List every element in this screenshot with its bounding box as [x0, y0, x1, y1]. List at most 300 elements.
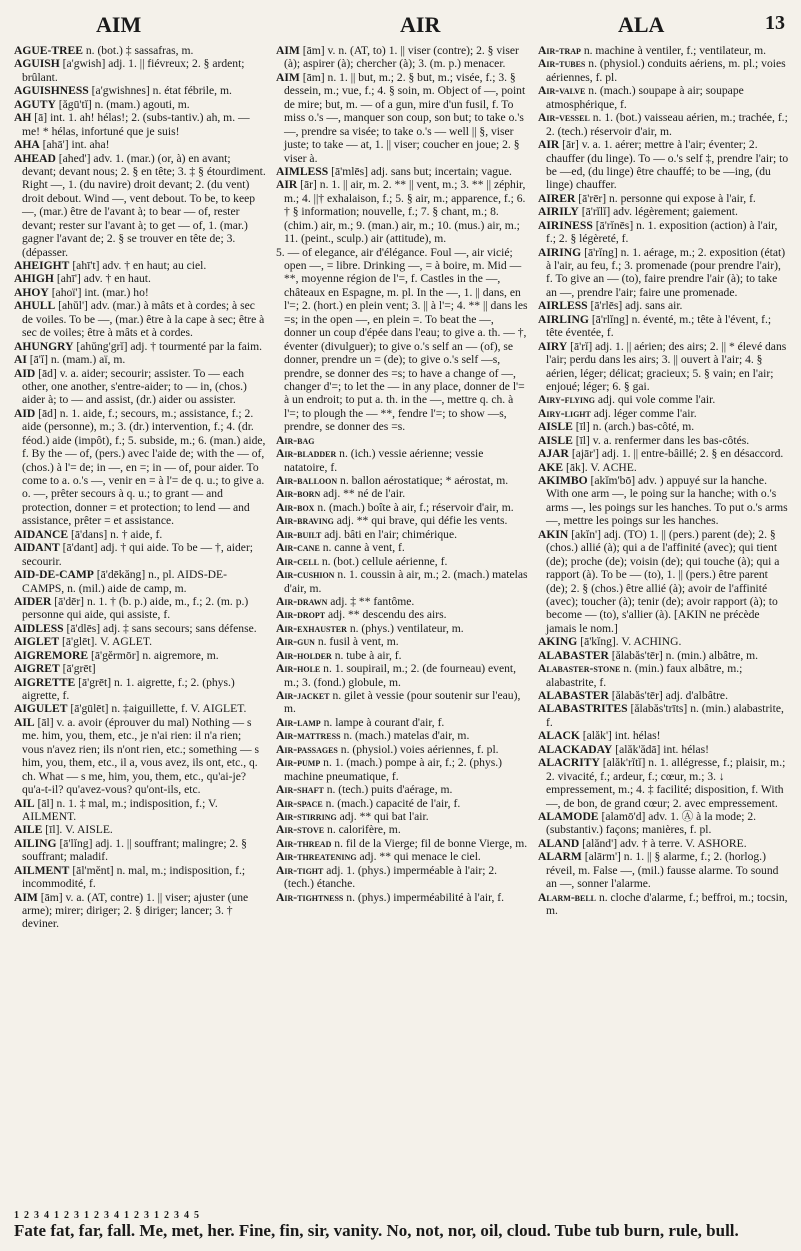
entry-definition: [ā'grēt] n. 1. aigrette, f.; 2. (phys.) aigrette, f. [22, 675, 235, 702]
dictionary-entry [276, 756, 528, 783]
entry-definition: [ā'dēr] n. 1. † (b. p.) aide, m., f.; 2. (m. p.) personne qui aide, qui assiste, f. [22, 594, 249, 622]
entry-headword: AIM [276, 44, 300, 57]
dictionary-entry [276, 850, 528, 863]
dictionary-entry [14, 98, 266, 111]
entry-headword: AIM [14, 890, 38, 904]
entry-headword: AIGLET [14, 635, 60, 649]
entry-headword: AIRING [538, 245, 582, 259]
entry-headword: AKIN [538, 527, 569, 541]
entry-headword: ALACKADAY [538, 742, 613, 756]
dictionary-entry [276, 528, 528, 541]
dictionary-entry [14, 286, 266, 299]
dictionary-entry [14, 891, 266, 931]
dictionary-entry [538, 57, 790, 84]
entry-definition: [alăk'ădā] int. hélas! [615, 742, 710, 756]
entry-headword: ALAND [538, 836, 580, 850]
entry-headword: ALACRITY [538, 756, 600, 770]
dictionary-entry [14, 635, 266, 648]
entry-definition: [ā'rĭng] n. 1. aérage, m.; 2. exposition (état) à l'air, au feu, f.; 3. promenade (pour prendre l'air), f. To give an — (to), faire prendre l'air (à); to take an —, prendre l'air; faire une promenade. [546, 245, 786, 299]
entry-headword: Airy-light [538, 406, 591, 420]
entry-definition: [ălabăs'trīts] n. (min.) alabastrite, f. [546, 702, 784, 729]
dictionary-entry [276, 783, 528, 796]
entry-definition: [ā'dēkăng] n., pl. AIDS-DE-CAMPS, n. (mil.) aide de camp, m. [22, 568, 227, 595]
dictionary-entry [14, 864, 266, 891]
entry-headword: AIRINESS [538, 218, 593, 232]
dictionary-entry [276, 608, 528, 621]
entry-headword: Air-thread [276, 836, 332, 850]
entry-definition: adj. ** descendu des airs. [328, 608, 447, 622]
entry-definition: [ā'gūlēt] n. ‡aiguillette, f. V. AIGLET. [70, 702, 247, 716]
dictionary-entry [538, 474, 790, 528]
entry-headword: AID-DE-CAMP [14, 568, 94, 582]
entry-headword: Air-tubes [538, 57, 586, 71]
entry-definition: n. fil de la Vierge; fil de bonne Vierge, m. [334, 836, 528, 850]
entry-headword: AH [14, 111, 32, 125]
entry-definition: n. tube à air, f. [334, 648, 402, 662]
dictionary-entry [14, 676, 266, 703]
entry-definition: adj. ** qui brave, qui défie les vents. [336, 514, 508, 528]
entry-headword: Air-tightness [276, 890, 344, 904]
entry-headword: AGUTY [14, 97, 56, 111]
entry-definition: [akĭn'] adj. (TO) 1. || (pers.) parent (de); 2. § (chos.) allié (à); qui a de l'affinité (avec); qui tient (de); proche (de); voisin (de); qui touche (à); qui a rapport (à). To be — (to), 1. || (pers.) être parent (de); 2. § (chos.) être allié (à); avoir de l'affinité (avec); toucher (à); tenir (de); avoir rapport (à); to become — (to), s'allier (à). [AKIN ne précède jamais le nom.] [546, 527, 780, 635]
entry-headword: Air-pump [276, 756, 321, 770]
dictionary-entry [14, 367, 266, 407]
dictionary-entry [276, 447, 528, 474]
entry-headword: AILING [14, 836, 57, 850]
dictionary-entry [276, 837, 528, 850]
entry-headword: AID [14, 406, 36, 420]
dictionary-entry [276, 44, 528, 71]
entry-definition: [īl] n. (arch.) bas-côté, m. [575, 420, 695, 434]
dictionary-entry [538, 850, 790, 890]
dictionary-entry [14, 622, 266, 635]
entry-definition: n. (physiol.) voies aériennes, f. pl. [340, 742, 499, 756]
dictionary-entry [14, 541, 266, 568]
dictionary-entry [14, 57, 266, 84]
entry-definition: [ăgū'tĭ] n. (mam.) agouti, m. [58, 97, 190, 111]
entry-definition: adj. bâti en l'air; chimérique. [324, 527, 457, 541]
pronunciation-key [14, 1210, 791, 1246]
entry-definition: [ā'glēt]. V. AGLET. [62, 635, 153, 649]
entry-headword: Air-stove [276, 823, 325, 837]
entry-definition: n. gilet à vessie (pour soutenir sur l'eau), m. [284, 689, 521, 716]
entry-headword: AGUE-TREE [14, 44, 83, 57]
entry-headword: Air-lamp [276, 715, 321, 729]
dictionary-entry [538, 528, 790, 636]
entry-headword: Airy-flying [538, 393, 595, 407]
dictionary-entry [14, 111, 266, 138]
dictionary-entry [276, 501, 528, 514]
dictionary-entry [14, 353, 266, 366]
dictionary-entry [276, 729, 528, 742]
entry-headword: AISLE [538, 433, 573, 447]
entry-definition: [ā'rlēs] adj. sans air. [590, 299, 683, 313]
entry-headword: Air-threatening [276, 850, 357, 864]
dictionary-entry [14, 837, 266, 864]
dictionary-entry [276, 71, 528, 165]
entry-definition: n. 1. (bot.) vaisseau aérien, m.; trachée, f.; 2. (tech.) réservoir d'air, m. [546, 111, 788, 138]
entry-definition: n. (bot.) cellule aérienne, f. [321, 554, 448, 568]
dictionary-entry [276, 716, 528, 729]
entry-definition: n. (mach.) soupape à air; soupape atmosphérique, f. [546, 84, 744, 111]
dictionary-entry [538, 649, 790, 662]
entry-headword: AIR [276, 178, 298, 192]
dictionary-entry [538, 340, 790, 394]
entry-headword: AILMENT [14, 863, 70, 877]
entry-headword: AHOY [14, 285, 49, 299]
entry-headword: Air-bladder [276, 447, 337, 461]
entry-headword: Air-space [276, 796, 323, 810]
entry-definition: n. (tech.) puits d'aérage, m. [326, 783, 453, 797]
dictionary-entry [538, 246, 790, 300]
entry-headword: AGUISHNESS [14, 84, 89, 98]
entry-headword: AISLE [538, 420, 573, 434]
entry-definition: n. lampe à courant d'air, f. [323, 715, 445, 729]
dictionary-entry [538, 689, 790, 702]
entry-definition: n. (min.) faux albâtre, m.; alabastrite, f. [546, 662, 743, 689]
entry-headword: Air-cushion [276, 568, 335, 582]
entry-definition: [ā'rlĭng] n. éventé, m.; tête à l'évent, f.; tête éventée, f. [546, 312, 772, 340]
entry-definition: n. machine à ventiler, f.; ventilateur, m. [583, 44, 767, 57]
dictionary-entry [14, 259, 266, 272]
entry-headword: AHIGH [14, 272, 54, 286]
dictionary-entry [538, 837, 790, 850]
entry-headword: Air-born [276, 487, 321, 501]
entry-headword: Air-dropt [276, 608, 326, 622]
entry-headword: AIGRETTE [14, 675, 76, 689]
entry-headword: Air-mattress [276, 729, 341, 743]
entry-headword: Air-valve [538, 84, 586, 98]
entry-definition: [ā'rĭlĭ] adv. légèrement; gaiement. [581, 205, 738, 219]
dictionary-entry [276, 178, 528, 245]
dictionary-entry [276, 823, 528, 836]
entry-headword: AHULL [14, 299, 56, 313]
dictionary-entry [14, 272, 266, 285]
entry-headword: AIL [14, 796, 35, 810]
dictionary-entry [538, 111, 790, 138]
dictionary-entry [538, 44, 790, 57]
dictionary-entry [276, 864, 528, 891]
entry-headword: AHEIGHT [14, 259, 70, 272]
entry-definition: [ā] int. 1. ah! hélas!; 2. (subs-tantiv.) ah, m. — me! * hélas, infortuné que je suis! [22, 111, 250, 138]
entry-headword: Air-drawn [276, 594, 328, 608]
entry-definition: [ār] v. a. 1. aérer; mettre à l'air; éventer; 2. chauffer (du linge). To — o.'s self ‡, prendre l'air; to be —ed, (du linge) être chauffé; to be —ing, (du linge) chauffer. [546, 138, 789, 192]
page-number: 13 [765, 12, 785, 34]
entry-headword: AKE [538, 460, 564, 474]
dictionary-entry [538, 192, 790, 205]
entry-definition: adj. ** né de l'air. [323, 487, 406, 501]
header-right-guide-word: ALA [618, 12, 665, 37]
entry-headword: Air-cane [276, 541, 320, 555]
entry-headword: Alabaster-stone [538, 662, 621, 676]
entry-definition: [ām] v. n. (AT, to) 1. || viser (contre); 2. § viser (à); aspirer (à); chercher (à); 3. (m. p.) menacer. [284, 44, 519, 71]
entry-headword: Air-stirring [276, 809, 337, 823]
dictionary-entry [538, 84, 790, 111]
dictionary-entry [276, 595, 528, 608]
entry-definition: [ā'rēr] n. personne qui expose à l'air, f. [578, 191, 756, 205]
dictionary-entry [14, 44, 266, 57]
entry-headword: ALAMODE [538, 809, 599, 823]
entry-headword: AIGRET [14, 662, 60, 676]
dictionary-entry [14, 702, 266, 715]
entry-definition: [a'gwish] adj. 1. || fiévreux; 2. § ardent; brûlant. [22, 57, 245, 84]
entry-headword: AIL [14, 715, 35, 729]
entry-headword: AID [14, 366, 36, 380]
entry-definition: adj. ** qui menace le ciel. [359, 850, 481, 864]
entry-definition: [īl] v. a. renfermer dans les bas-côtés. [575, 433, 750, 447]
entry-headword: Air-gun [276, 635, 315, 649]
dictionary-entry [276, 165, 528, 178]
dictionary-entry [538, 420, 790, 433]
entry-definition: [ād] v. a. aider; secourir; assister. To — each other, one another, s'entre-aider; to — in, (chos.) aider à; to — and assist, (dr.) aider ou assister. [22, 366, 247, 407]
dictionary-entry [538, 756, 790, 810]
entry-definition: n. 1. (mach.) pompe à air, f.; 2. (phys.) machine pneumatique, f. [284, 756, 503, 783]
dictionary-entry [14, 152, 266, 260]
dictionary-entry [14, 340, 266, 353]
dictionary-entry [276, 891, 528, 904]
entry-definition: [ahī'] adv. † en haut. [56, 272, 151, 286]
dictionary-entry [276, 649, 528, 662]
entry-definition: [ahŭl'] adv. (mar.) à mâts et à cordes; à sec de voiles. To be —, (mar.) être à la cape à sec; être à sec de voiles; être à mâts et à cordes. [22, 299, 265, 340]
entry-headword: ALABASTER [538, 648, 609, 662]
entry-definition: adj. qui vole comme l'air. [597, 393, 716, 407]
dictionary-entry [14, 568, 266, 595]
entry-definition: [ălabăs'tēr] adj. d'albâtre. [611, 689, 728, 702]
entry-definition: n. (mach.) capacité de l'air, f. [325, 796, 461, 810]
dictionary-entry [538, 702, 790, 729]
entry-definition: n. cloche d'alarme, f.; beffroi, m.; tocsin, m. [546, 890, 788, 917]
entry-definition: adj. ** qui bat l'air. [339, 809, 429, 823]
entry-definition: n. (mach.) boîte à air, f.; réservoir d'air, m. [317, 500, 514, 514]
entry-definition: [alamō'd] adv. 1. Ⓐ à la mode; 2. (substantiv.) façons; manières, f. pl. [546, 809, 757, 837]
entry-headword: Air-shaft [276, 783, 324, 797]
entry-definition: [āl] n. 1. ‡ mal, m.; indisposition, f.; V. AILMENT. [22, 796, 218, 823]
entry-headword: AJAR [538, 447, 569, 461]
entry-definition: [ār] n. 1. || air, m. 2. ** || vent, m.; 3. ** || zéphir, m.; 4. ||† exhalaison, f.; 5. § air, m.; apparence, f.; 6. † § information; nouvelle, f.; 7. § chant, m.; 8. (chim.) air, m.; 9. (man.) air, m.; 10. (mus.) air, m.; 11. (peint., sculp.) air (attitude), m. [284, 178, 526, 246]
entry-headword: AIGREMORE [14, 648, 89, 662]
pronunciation-key-numbers: 1 2 3 4 1 2 3 1 2 3 4 1 2 3 1 2 3 4 5 [14, 1210, 199, 1221]
entry-headword: Air-holder [276, 648, 332, 662]
entry-headword: Air-balloon [276, 474, 338, 487]
entry-headword: AKIMBO [538, 474, 588, 487]
entry-definition: [ahī't] adv. † en haut; au ciel. [72, 259, 207, 272]
entry-definition: [ād] n. 1. aide, f.; secours, m.; assistance, f.; 2. aide (personne), m.; 3. (dr.) intervention, f.; 4. (dr. féod.) aide (impôt), f.; 5. subside, m.; 6. (man.) aide, f. By the — of, (pers.) avec l'aide de; with the — of, (chos.) à l'= de; in —, en =; in — of, pour aider. To come to a. o.'s —, venir en = à l'= de q. u.; to give a. o. —, prêter secours à q. u.; to grant — and protection, donner = et protection; to lend — and assistance, prêter = et assistance. [22, 406, 266, 528]
dictionary-entry [276, 434, 528, 447]
entry-definition: [ām] n. 1. || but, m.; 2. § but, m.; visée, f.; 3. § dessein, m.; vue, f.; 4. § soin, m. Object of —, point de mire; but, m. — of a gun, mire d'un fusil, f. To miss o.'s —, manquer son coup, son but; to take o.'s —, prendre sa visée; to take o.'s — well || §, viser juste; to take — at, 1. || viser; coucher en joue; 2. § viser à. [284, 70, 526, 165]
entry-definition: adj. ‡ ** fantôme. [330, 594, 415, 608]
entry-headword: AKING [538, 635, 578, 649]
column-2 [276, 44, 528, 1194]
entry-headword: Air-passages [276, 742, 338, 756]
entry-headword: AHA [14, 138, 40, 152]
pronunciation-key-line: Fate fat, far, fall. Me, met, her. Fine, fin, sir, vanity. No, not, nor, oil, cloud. Tube tub burn, rule, bull. [14, 1221, 739, 1240]
dictionary-entry [276, 635, 528, 648]
dictionary-entry [276, 474, 528, 487]
entry-headword: AIDANCE [14, 527, 69, 541]
entry-definition: n. (phys.) imperméabilité à l'air, f. [346, 890, 505, 904]
entry-headword: ALACK [538, 729, 580, 743]
column-3 [538, 44, 790, 1194]
entry-headword: AIRY [538, 339, 568, 353]
entry-definition: [alăk'] int. hélas! [582, 729, 661, 743]
dictionary-entry [538, 729, 790, 742]
dictionary-entry [276, 514, 528, 527]
entry-headword: ALARM [538, 850, 582, 864]
entry-definition: [ām] v. a. (AT, contre) 1. || viser; ajuster (une arme); mirer; diriger; 2. § diriger; lancer; 3. † deviner. [22, 890, 249, 931]
dictionary-entry [538, 407, 790, 420]
dictionary-entry [276, 797, 528, 810]
dictionary-entry [538, 434, 790, 447]
entry-headword: AIRILY [538, 205, 579, 219]
entry-headword: ALABASTER [538, 689, 609, 702]
dictionary-entry [14, 138, 266, 151]
entry-headword: Air-trap [538, 44, 581, 57]
entry-definition: [ā'dant] adj. † qui aide. To be — †, aider; secourir. [22, 541, 254, 568]
dictionary-entry [14, 299, 266, 339]
entry-headword: AHUNGRY [14, 339, 74, 353]
entry-definition: adj. 1. (phys.) imperméable à l'air; 2. (tech.) étanche. [284, 863, 498, 891]
entry-definition: [ahā'] int. aha! [42, 138, 110, 152]
dictionary-entry [538, 299, 790, 312]
entry-headword: AIRLING [538, 312, 589, 326]
header-left-guide-word: AIM [96, 12, 142, 37]
dictionary-entry [14, 797, 266, 824]
dictionary-entry [276, 246, 528, 434]
entry-definition: n. canne à vent, f. [322, 541, 405, 555]
entry-definition: [ā'ĭ] n. (mam.) aï, m. [29, 353, 126, 367]
entry-headword: AIGULET [14, 702, 68, 716]
entry-definition: [ahŭng'grĭ] adj. † tourmenté par la faim. [76, 339, 262, 353]
dictionary-entry [14, 595, 266, 622]
entry-definition: [āk]. V. ACHE. [566, 460, 637, 474]
dictionary-entry [276, 568, 528, 595]
dictionary-entry [14, 716, 266, 797]
entry-headword: Air-cell [276, 554, 319, 568]
dictionary-entry [276, 743, 528, 756]
dictionary-entry [14, 84, 266, 97]
dictionary-entry [14, 649, 266, 662]
entry-definition: [ahoï'] int. (mar.) ho! [51, 285, 149, 299]
dictionary-entry [538, 810, 790, 837]
entry-definition: [ā'rĭnēs] n. 1. exposition (action) à l'air, f.; 2. § légèreté, f. [546, 218, 778, 246]
dictionary-entry [538, 891, 790, 918]
entry-headword: Air-tight [276, 863, 324, 877]
entry-definition: n. (ich.) vessie aérienne; vessie natatoire, f. [284, 447, 484, 474]
entry-definition: [a'gwishnes] n. état fébrile, m. [91, 84, 232, 98]
entry-headword: AI [14, 353, 27, 367]
entry-headword: Air-exhauster [276, 621, 347, 635]
dictionary-entry [276, 622, 528, 635]
dictionary-entry [276, 555, 528, 568]
entry-definition: [ajār'] adj. 1. || entre-bâillé; 2. § en désaccord. [571, 447, 784, 461]
dictionary-entry [538, 313, 790, 340]
entry-definition: n. (bot.) ‡ sassafras, m. [85, 44, 194, 57]
entry-definition: n. (mach.) matelas d'air, m. [343, 729, 470, 743]
entry-headword: Air-hole [276, 662, 321, 676]
dictionary-entry [538, 662, 790, 689]
entry-headword: AIM [276, 70, 300, 84]
entry-headword: AIRLESS [538, 299, 588, 313]
dictionary-entry [14, 407, 266, 528]
entry-headword: Air-box [276, 500, 315, 514]
dictionary-entry [14, 528, 266, 541]
dictionary-entry [276, 810, 528, 823]
entry-headword: AIDANT [14, 541, 60, 555]
entry-definition: n. (physiol.) conduits aériens, m. pl.; voies aériennes, f. pl. [546, 57, 786, 84]
entry-definition: [ā'dans] n. † aide, f. [71, 527, 163, 541]
entry-definition: n. 1. coussin à air, m.; 2. (mach.) matelas d'air, m. [284, 568, 528, 595]
entry-definition: [alăk'rĭtĭ] n. 1. allégresse, f.; plaisir, m.; 2. vivacité, f.; ardeur, f.; cœur, m.; 3. ↓ empressement, m.; 4. ‡ facilité; disposition, f. With —, de bon, de grand cœur; 2. avec empressement. [546, 756, 786, 810]
entry-headword: AIRER [538, 191, 576, 205]
entry-definition: [ălabăs'tēr] n. (min.) albâtre, m. [611, 648, 759, 662]
entry-definition: [ā'gĕrmōr] n. aigremore, m. [90, 648, 219, 662]
entry-definition: n. calorifère, m. [327, 823, 401, 837]
dictionary-entry [538, 743, 790, 756]
dictionary-entry [538, 138, 790, 192]
entry-headword: Alarm-bell [538, 890, 597, 904]
entry-definition: [ā'grēt] [62, 662, 96, 676]
entry-definition: [ā'mlēs] adj. sans but; incertain; vague. [331, 164, 512, 178]
entry-definition: [alārm'] n. 1. || § alarme, f.; 2. (horlog.) réveil, m. False —, (mil.) fausse alarme. To sound an —, sonner l'alarme. [546, 850, 779, 891]
dictionary-entry [538, 635, 790, 648]
entry-definition: n. 1. soupirail, m.; 2. (de fourneau) event, m.; 3. (fond.) globule, m. [284, 662, 517, 689]
entry-definition: 5. — of elegance, air d'élégance. Foul —, air vicié; open —, = libre. Drinking —, = à boire, m. Mid — **, moyenne région de l'=, f. Castles in the —, châteaux en Espagne, m. pl. In the —, 1. || dans, en l'=; 2. (hort.) en plein vent; 3. || à l'=; 4. ** || dans les =s; in the open —, en plein =. To beat the —, donner un coup d'épée dans l'eau; to give a. th. — †, éventer (divulguer); to give o.'s self an — (of), se donner, prendre un = (de); to give o.'s self —s, prendre, se donner des =s; to have a change of —, changer d'=; to let the — in any place, donner de l'= à un endroit; to put a. th. in the —, mettre q. ch. à l'=; to plough the — **, fendre l'=; to show —s, prendre, se donner des =s. [276, 245, 528, 434]
entry-definition: adj. léger comme l'air. [593, 406, 697, 420]
entry-definition: [ā'kĭng]. V. ACHING. [580, 635, 682, 649]
dictionary-entry [276, 689, 528, 716]
entry-headword: AIMLESS [276, 164, 329, 178]
column-1 [14, 44, 266, 1194]
page-header [18, 8, 787, 42]
dictionary-entry [538, 219, 790, 246]
dictionary-entry [538, 205, 790, 218]
dictionary-entry [538, 447, 790, 460]
entry-definition: [ahed'] adv. 1. (mar.) (or, à) en avant; devant; devant nous; 2. § en tête; 3. ‡ § étourdiment. Right —, 1. (du navire) droit devant; 2. (du vent) droit debout. Wind —, vent debout. To be, to keep —, (mar.) être de l'avant à; to bear — of, rester devant; rester sur l'avant à; to get — of, 1. (mar.) gagner l'avant de; 2. § se trouver en tête de; 3. (dépasser. [22, 151, 266, 259]
entry-definition: [āl] v. a. avoir (éprouver du mal) Nothing — s me. him, you, them, etc., je n'ai rien: il n'a rien; vous n'avez rien; ils n'ont rien, etc.; something — s him, you, them, etc., il a, vous avez, ils ont, etc., q. ch. What — s me, him, you, them, etc., qu'ai-je? qu'a-t-il? qu'avez-vous? qu'ont-ils, etc. [22, 715, 259, 797]
dictionary-entry [276, 541, 528, 554]
entry-definition: [āl'mĕnt] n. mal, m.; indisposition, f.; incommodité, f. [22, 863, 246, 891]
entry-definition: [īl]. V. AISLE. [45, 823, 113, 837]
entry-headword: Air-jacket [276, 689, 330, 702]
entry-headword: AHEAD [14, 151, 56, 165]
entry-headword: Air-built [276, 527, 322, 541]
entry-definition: n. (phys.) ventilateur, m. [349, 621, 464, 635]
entry-headword: AIDER [14, 594, 52, 608]
dictionary-entry [14, 823, 266, 836]
dictionary-entry [538, 393, 790, 406]
entry-headword: AILE [14, 823, 43, 837]
dictionary-entry [538, 461, 790, 474]
dictionary-entry [14, 662, 266, 675]
entry-definition: [ā'lĭng] adj. 1. || souffrant; malingre; 2. § souffrant; maladif. [22, 836, 247, 864]
entry-definition: n. fusil à vent, m. [317, 635, 399, 649]
entry-definition: [ā'rĭ] adj. 1. || aérien; des airs; 2. || * élevé dans l'air; perdu dans les airs; 3. || ouvert à l'air; 4. § aérien, léger; délicat; gracieux; 5. § vain; en l'air; enjoué; léger; 6. § gai. [546, 339, 787, 393]
entry-definition: n. ballon aérostatique; * aérostat, m. [340, 474, 509, 487]
entry-headword: Air-braving [276, 514, 334, 528]
entry-definition: [akĭm'bō] adv. ) appuyé sur la hanche. With one arm —, le poing sur la hanche; with o.'s arms —, les poings sur les hanches. To put o.'s arms —, mettre les poings sur les hanches. [546, 474, 788, 528]
entry-headword: Air-vessel [538, 111, 590, 125]
dictionary-entry [276, 662, 528, 689]
dictionary-entry [276, 487, 528, 500]
entry-headword: AGUISH [14, 57, 60, 71]
entry-definition: [ā'dlēs] adj. ‡ sans secours; sans défense. [66, 621, 257, 635]
entry-headword: Air-bag [276, 433, 315, 447]
dictionary-columns [14, 44, 790, 1194]
entry-headword: AIR [538, 138, 560, 152]
entry-headword: ALABASTRITES [538, 702, 628, 716]
entry-definition: [alănd'] adv. † à terre. V. ASHORE. [582, 836, 747, 850]
header-middle-guide-word: AIR [400, 12, 441, 37]
